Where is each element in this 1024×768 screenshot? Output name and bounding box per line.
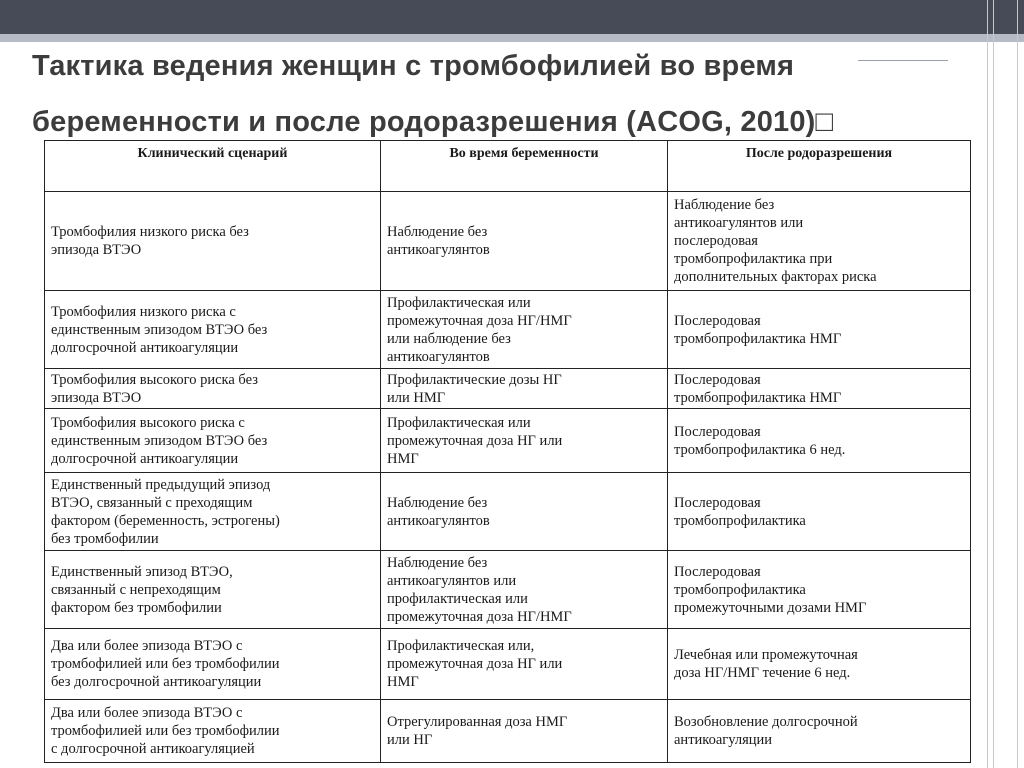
slide-title-line2: беременности и после родоразрешения (ACOG, 2010) bbox=[32, 106, 816, 138]
cell-postpartum: Возобновление долгосрочной антикоагуляции bbox=[668, 700, 971, 763]
header-postpartum: После родоразрешения bbox=[668, 141, 971, 192]
table-row bbox=[45, 473, 971, 551]
cell-pregnancy: Наблюдение без антикоагулянтов bbox=[381, 192, 668, 291]
table-row bbox=[45, 551, 971, 629]
cell-postpartum: Послеродовая тромбопрофилактика НМГ bbox=[668, 369, 971, 409]
cell-pregnancy: Наблюдение без антикоагулянтов bbox=[381, 473, 668, 551]
cell-scenario: Тромбофилия низкого риска с единственным эпизодом ВТЭО без долгосрочной антикоагуляции bbox=[45, 291, 381, 369]
table-row bbox=[45, 700, 971, 763]
header-pregnancy: Во время беременности bbox=[381, 141, 668, 192]
table-row bbox=[45, 409, 971, 473]
acog-tactics-table bbox=[44, 140, 971, 763]
title-rule bbox=[858, 60, 948, 61]
cell-postpartum: Послеродовая тромбопрофилактика 6 нед. bbox=[668, 409, 971, 473]
cell-postpartum: Наблюдение без антикоагулянтов или послеродовая тромбопрофилактика при дополнительных факторах риска bbox=[668, 192, 971, 291]
cell-pregnancy: Отрегулированная доза НМГ или НГ bbox=[381, 700, 668, 763]
table-row bbox=[45, 369, 971, 409]
header-scenario: Клинический сценарий bbox=[45, 141, 381, 192]
cell-postpartum: Послеродовая тромбопрофилактика НМГ bbox=[668, 291, 971, 369]
cell-pregnancy: Профилактическая или, промежуточная доза НГ или НМГ bbox=[381, 629, 668, 700]
cell-scenario: Тромбофилия высокого риска с единственным эпизодом ВТЭО без долгосрочной антикоагуляции bbox=[45, 409, 381, 473]
cell-postpartum: Лечебная или промежуточная доза НГ/НМГ течение 6 нед. bbox=[668, 629, 971, 700]
cell-scenario: Тромбофилия высокого риска без эпизода ВТЭО bbox=[45, 369, 381, 409]
slide-title bbox=[32, 38, 982, 150]
cell-pregnancy: Профилактическая или промежуточная доза НГ/НМГ или наблюдение без антикоагулянтов bbox=[381, 291, 668, 369]
title-box-icon: □ bbox=[815, 106, 834, 138]
cell-scenario: Два или более эпизода ВТЭО с тромбофилией или без тромбофилии с долгосрочной антикоагуляцией bbox=[45, 700, 381, 763]
cell-scenario: Тромбофилия низкого риска без эпизода ВТЭО bbox=[45, 192, 381, 291]
table-header-row bbox=[45, 141, 971, 192]
slide-title-line1: Тактика ведения женщин с тромбофилией во время bbox=[32, 50, 795, 82]
cell-postpartum: Послеродовая тромбопрофилактика bbox=[668, 473, 971, 551]
cell-scenario: Два или более эпизода ВТЭО с тромбофилией или без тромбофилии без долгосрочной антикоагуляции bbox=[45, 629, 381, 700]
cell-pregnancy: Профилактические дозы НГ или НМГ bbox=[381, 369, 668, 409]
table-row bbox=[45, 629, 971, 700]
cell-pregnancy: Профилактическая или промежуточная доза НГ или НМГ bbox=[381, 409, 668, 473]
cell-postpartum: Послеродовая тромбопрофилактика промежуточными дозами НМГ bbox=[668, 551, 971, 629]
table-row bbox=[45, 291, 971, 369]
cell-pregnancy: Наблюдение без антикоагулянтов или профилактическая или промежуточная доза НГ/НМГ bbox=[381, 551, 668, 629]
table-row bbox=[45, 192, 971, 291]
cell-scenario: Единственный эпизод ВТЭО, связанный с непреходящим фактором без тромбофилии bbox=[45, 551, 381, 629]
cell-scenario: Единственный предыдущий эпизод ВТЭО, связанный с преходящим фактором (беременность, эстрогены) без тромбофилии bbox=[45, 473, 381, 551]
slide-top-bar bbox=[0, 0, 1024, 34]
slide-decorative-lines bbox=[984, 0, 1024, 768]
